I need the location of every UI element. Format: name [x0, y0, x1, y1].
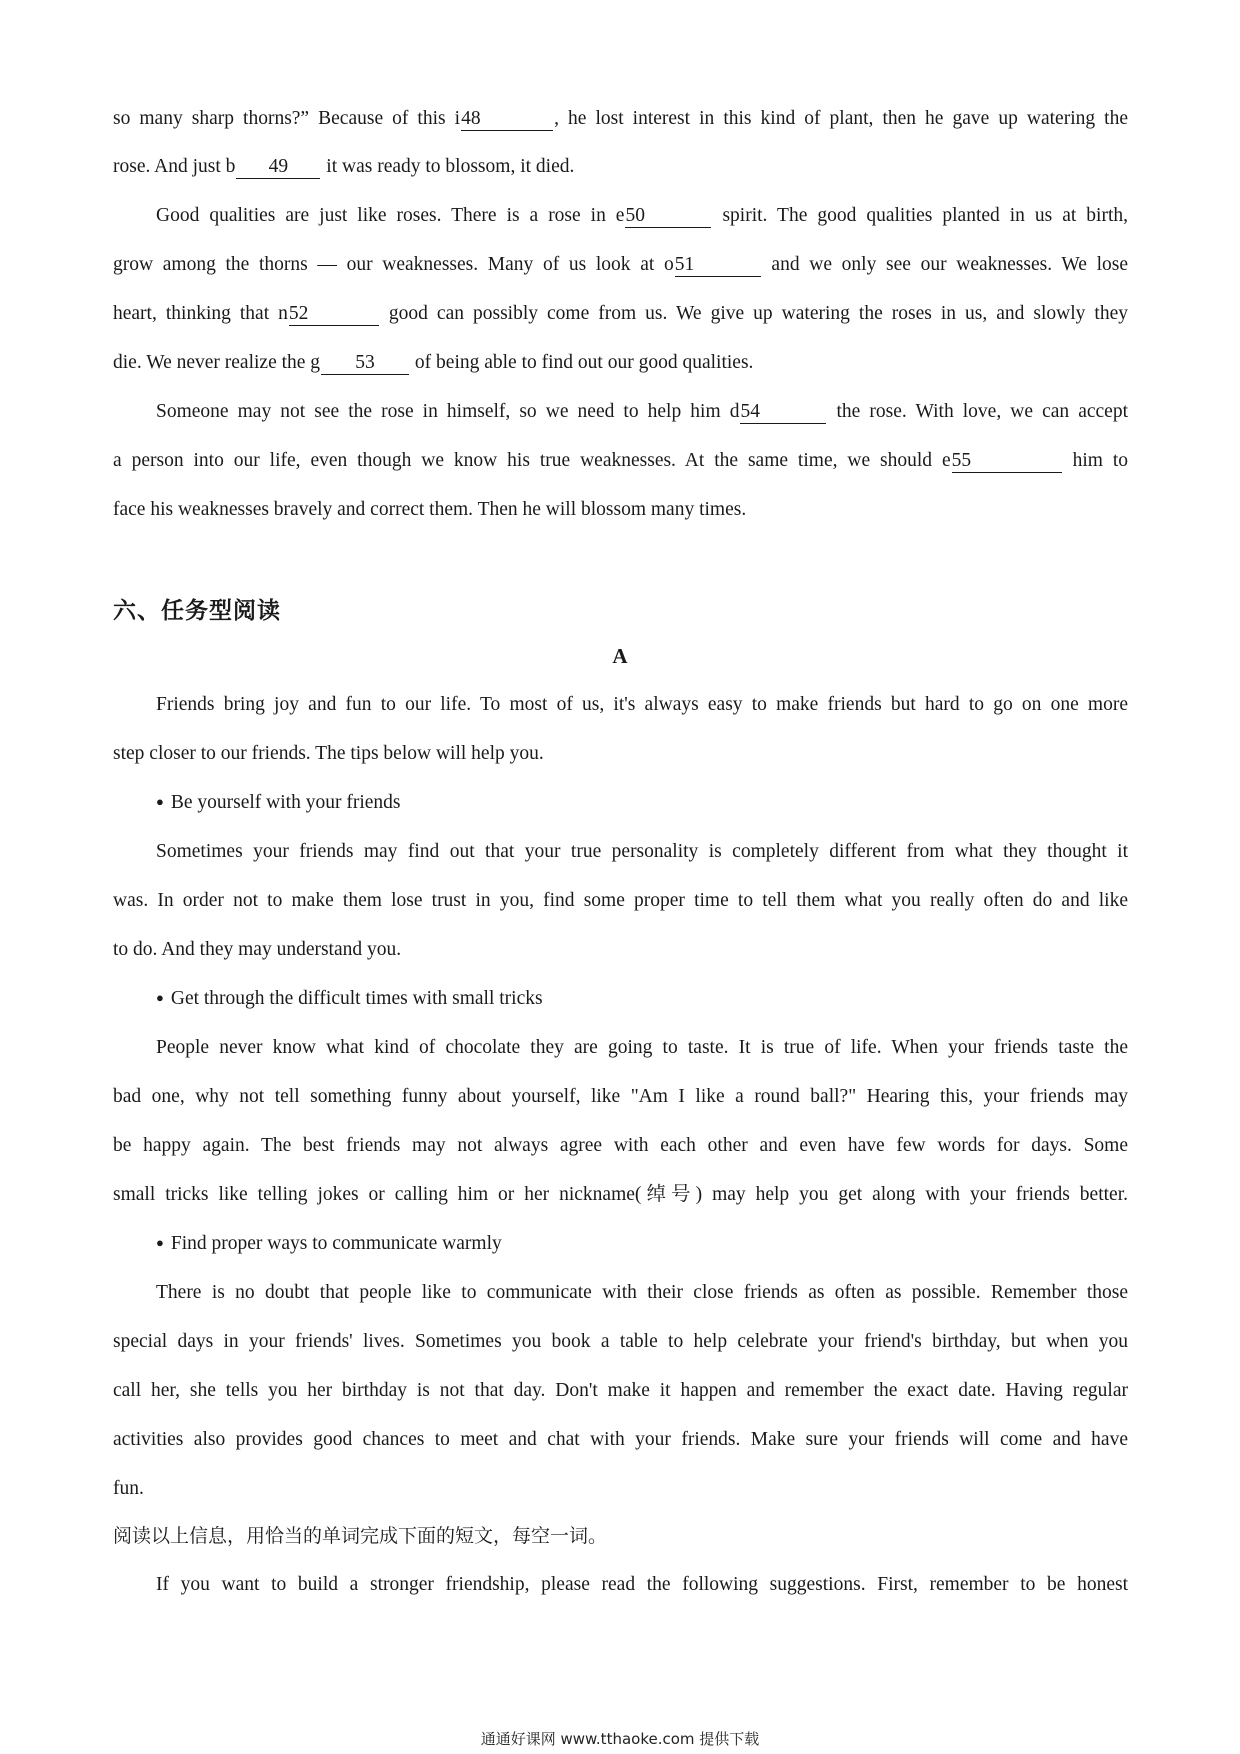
- passage-line-6: die. We never realize the g 53 of being able to find out our good qualities.: [113, 352, 754, 373]
- tip3-line-4: activities also provides good chances to meet and chat with your friends. Make sure your friends will come and have: [113, 1429, 1128, 1450]
- passage-line-4: grow among the thorns — our weaknesses. Many of us look at o51 and we only see our weaknesses. We lose: [113, 254, 1128, 275]
- tip3-line-1: There is no doubt that people like to communicate with their close friends as often as possible. Remember those: [156, 1282, 1128, 1303]
- blank-49: 49: [236, 156, 320, 179]
- instruction-text: 阅读以上信息，用恰当的单词完成下面的短文，每空一词。: [113, 1525, 608, 1547]
- tip-2: ● Get through the difficult times with small tricks: [156, 985, 1128, 1014]
- tip3-line-2: special days in your friends' lives. Sometimes you book a table to help celebrate your friend's birthday, but when you: [113, 1331, 1128, 1352]
- passage-line-7: Someone may not see the rose in himself, so we need to help him d54 the rose. With love, we can accept: [156, 401, 1128, 422]
- passage-line-1: so many sharp thorns?” Because of this i48 , he lost interest in this kind of plant, then he gave up watering the: [113, 108, 1128, 129]
- tip2-line-2: bad one, why not tell something funny about yourself, like "Am I like a round ball?" Hearing this, your friends may: [113, 1086, 1128, 1107]
- tip1-line-3: to do. And they may understand you.: [113, 939, 402, 960]
- passage-line-8: a person into our life, even though we know his true weaknesses. At the same time, we should e55 him to: [113, 450, 1128, 471]
- bullet-icon: [156, 792, 171, 813]
- bullet-icon: [156, 988, 171, 1009]
- section-heading: 六、任务型阅读: [113, 598, 281, 624]
- passage-line-2: rose. And just b 49 it was ready to blossom, it died.: [113, 156, 575, 177]
- blank-55: 55: [952, 450, 1062, 473]
- tip-3: ● Find proper ways to communicate warmly: [156, 1230, 1128, 1259]
- task-line-1: If you want to build a stronger friendship, please read the following suggestions. First, remember to be honest: [156, 1574, 1128, 1595]
- passage-line-3: Good qualities are just like roses. There is a rose in e50 spirit. The good qualities planted in us at birth,: [156, 205, 1128, 226]
- blank-48: 48: [461, 108, 553, 131]
- bullet-icon: [156, 1233, 171, 1254]
- blank-54: 54: [740, 401, 826, 424]
- tip2-line-1: People never know what kind of chocolate they are going to taste. It is true of life. When your friends taste the: [156, 1037, 1128, 1058]
- tip1-line-1: Sometimes your friends may find out that your true personality is completely different from what they thought it: [156, 841, 1128, 862]
- blank-50: 50: [625, 205, 711, 228]
- tip3-line-3: call her, she tells you her birthday is not that day. Don't make it happen and remember the exact date. Having regular: [113, 1380, 1128, 1401]
- passage-line-9: face his weaknesses bravely and correct them. Then he will blossom many times.: [113, 499, 747, 520]
- tip-1: ● Be yourself with your friends: [156, 789, 1128, 818]
- page-footer: 通通好课网 www.tthaoke.com 提供下载: [480, 1730, 760, 1748]
- intro-line-1: Friends bring joy and fun to our life. To most of us, it's always easy to make friends but hard to go on one more: [156, 694, 1128, 715]
- blank-51: 51: [675, 254, 761, 277]
- tip1-line-2: was. In order not to make them lose trust in you, find some proper time to tell them what you really often do and like: [113, 890, 1128, 911]
- tip3-line-5: fun.: [113, 1478, 144, 1499]
- intro-line-2: step closer to our friends. The tips below will help you.: [113, 743, 544, 764]
- blank-53: 53: [321, 352, 409, 375]
- tip2-line-3: be happy again. The best friends may not always agree with each other and even have few words for days. Some: [113, 1135, 1128, 1156]
- blank-52: 52: [289, 303, 379, 326]
- section-letter: A: [612, 644, 628, 668]
- tip2-line-4: small tricks like telling jokes or calling him or her nickname(绰号) may help you get along with your friends better.: [113, 1184, 1128, 1205]
- passage-line-5: heart, thinking that n52 good can possibly come from us. We give up watering the roses in us, and slowly they: [113, 303, 1129, 324]
